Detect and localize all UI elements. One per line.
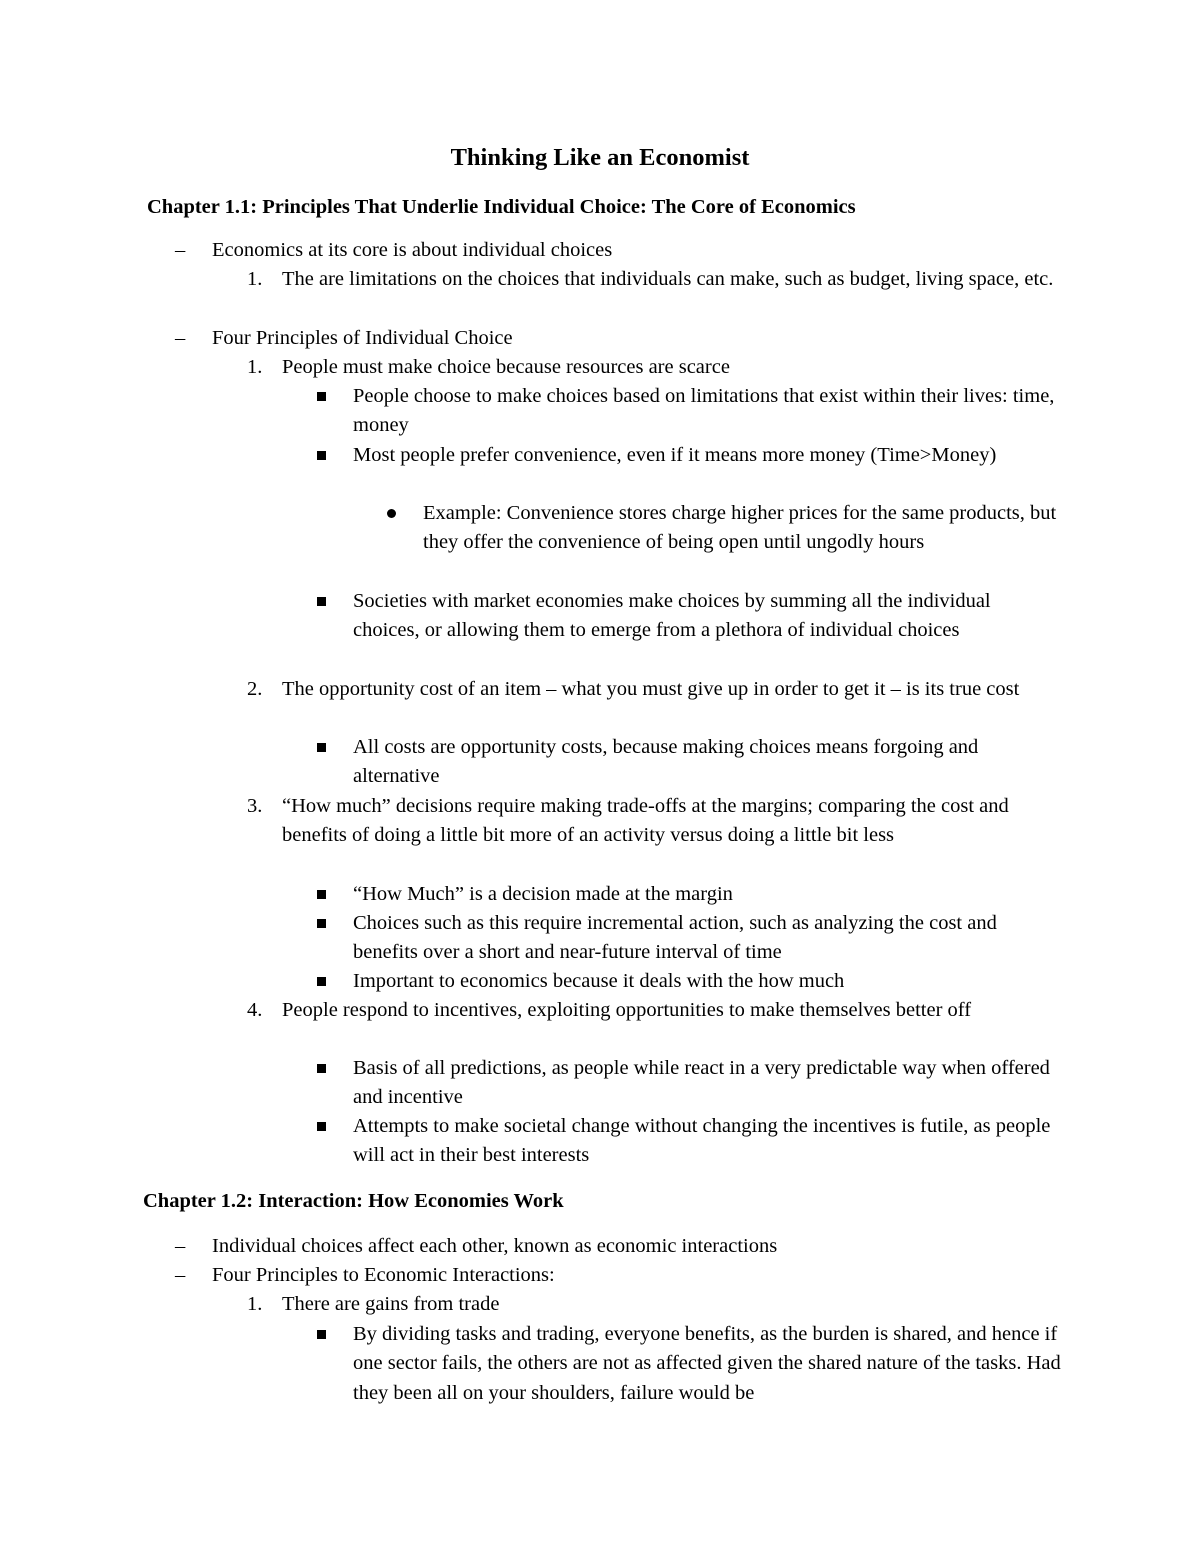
- square-bullet-icon: [317, 1330, 326, 1339]
- sub-bullet-text: Societies with market economies make choices by summing all the individual choices, or allowing them to emerge from a plethora of individual choices: [353, 590, 991, 642]
- square-bullet-icon: [317, 919, 326, 928]
- numbered-item-text: The are limitations on the choices that individuals can make, such as budget, living space, etc.: [282, 268, 1054, 290]
- sub-bullet-text: Attempts to make societal change without changing the incentives is futile, as people will act in their best interests: [353, 1115, 1051, 1167]
- list-item-text: Four Principles to Economic Interactions:: [212, 1264, 555, 1286]
- round-bullet-icon: [387, 509, 396, 518]
- list-item-text: Individual choices affect each other, known as economic interactions: [212, 1235, 778, 1257]
- item-number: 4.: [247, 999, 263, 1021]
- square-bullet-icon: [317, 392, 326, 401]
- sub-bullet-text: All costs are opportunity costs, because making choices means forgoing and alternative: [353, 736, 979, 788]
- numbered-item-text: “How much” decisions require making trade-offs at the margins; comparing the cost and benefits of doing a little bit more of an activity versus doing a little bit less: [282, 795, 1009, 847]
- example-bullet-text: Example: Convenience stores charge higher prices for the same products, but they offer the convenience of being open until ungodly hours: [423, 502, 1057, 554]
- item-number: 3.: [247, 795, 263, 817]
- list-item-text: Economics at its core is about individual choices: [212, 239, 613, 261]
- item-number: 1.: [247, 356, 263, 378]
- sub-bullet-text: Choices such as this require incremental action, such as analyzing the cost and benefits over a short and near-future interval of time: [353, 912, 997, 964]
- square-bullet-icon: [317, 1122, 326, 1131]
- dash-marker: –: [175, 327, 186, 349]
- sub-bullet-text: By dividing tasks and trading, everyone benefits, as the burden is shared, and hence if one sector fails, the others are not as affected given the shared nature of the tasks. Had they been all on your shoulders, failure would be: [353, 1323, 1061, 1404]
- item-number: 1.: [247, 268, 263, 290]
- numbered-item-text: People must make choice because resources are scarce: [282, 356, 730, 378]
- sub-bullet-text: Most people prefer convenience, even if it means more money (Time>Money): [353, 444, 997, 466]
- sub-bullet-text: People choose to make choices based on limitations that exist within their lives: time, money: [353, 385, 1055, 437]
- square-bullet-icon: [317, 1064, 326, 1073]
- sub-bullet-text: “How Much” is a decision made at the margin: [353, 883, 733, 905]
- sub-bullet-text: Basis of all predictions, as people while react in a very predictable way when offered and incentive: [353, 1057, 1050, 1109]
- square-bullet-icon: [317, 597, 326, 606]
- dash-marker: –: [175, 239, 186, 261]
- square-bullet-icon: [317, 977, 326, 986]
- numbered-item-text: There are gains from trade: [282, 1293, 500, 1315]
- document-title: Thinking Like an Economist: [450, 144, 750, 171]
- list-item-text: Four Principles of Individual Choice: [212, 327, 513, 349]
- square-bullet-icon: [317, 451, 326, 460]
- square-bullet-icon: [317, 743, 326, 752]
- dash-marker: –: [175, 1264, 186, 1286]
- sub-bullet-text: Important to economics because it deals with the how much: [353, 970, 845, 992]
- dash-marker: –: [175, 1235, 186, 1257]
- numbered-item-text: People respond to incentives, exploiting opportunities to make themselves better off: [282, 999, 972, 1021]
- item-number: 2.: [247, 678, 263, 700]
- item-number: 1.: [247, 1293, 263, 1315]
- square-bullet-icon: [317, 890, 326, 899]
- chapter-1-1-heading: Chapter 1.1: Principles That Underlie Individual Choice: The Core of Economics: [147, 196, 856, 218]
- numbered-item-text: The opportunity cost of an item – what you must give up in order to get it – is its true cost: [282, 678, 1020, 700]
- chapter-1-2-heading: Chapter 1.2: Interaction: How Economies Work: [143, 1190, 564, 1212]
